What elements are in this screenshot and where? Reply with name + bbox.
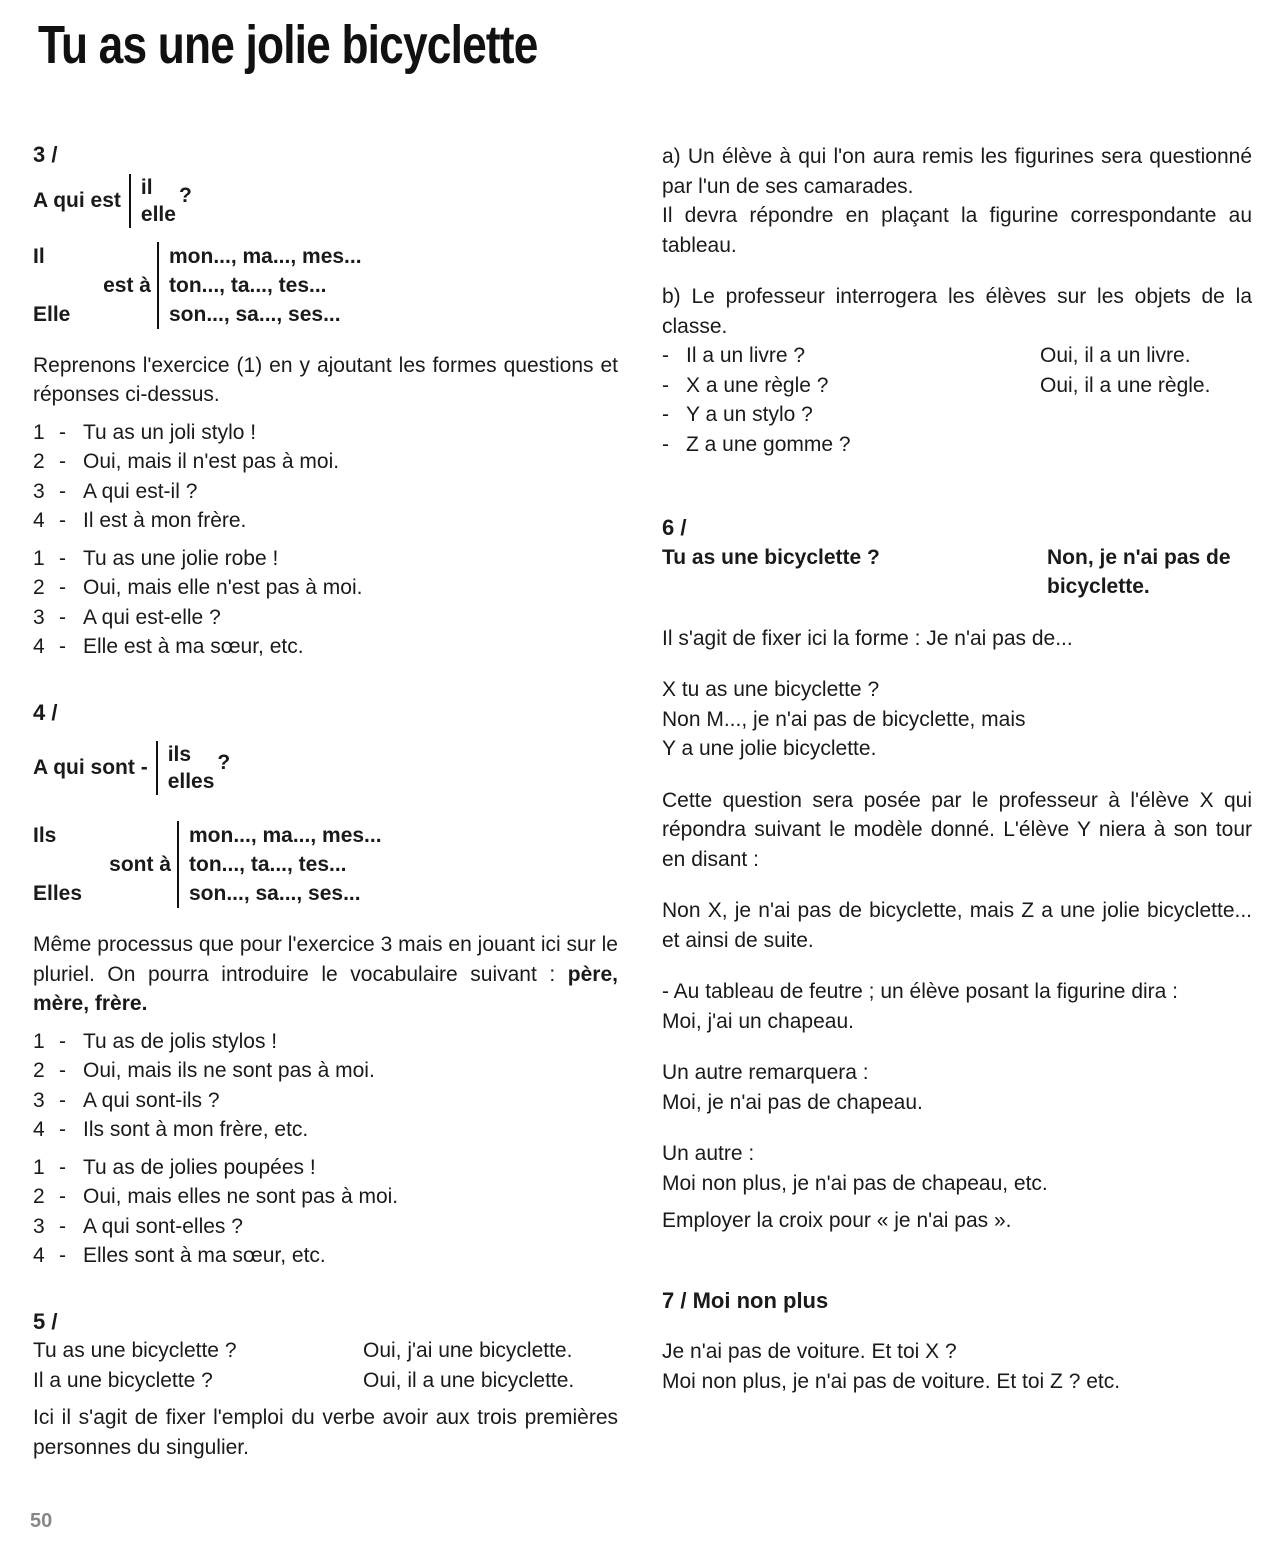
section-7-title: Moi non plus [692,1287,829,1313]
formula-possessive: ton..., ta..., tes... [169,273,327,297]
section-3-number: 3 / [33,142,58,167]
formula-subject: Il [33,244,45,268]
list-item: 2 - Oui, mais il n'est pas à moi. [33,450,340,473]
activity-a: a) Un élève à qui l'on aura remis les figurines sera questionné par l'un de ses camarades. [662,145,1252,198]
list-item: 4 - Il est à mon frère. [33,509,247,532]
list-item: 3 - A qui est-elle ? [33,605,221,629]
formula-possessive: mon..., ma..., mes... [169,244,362,268]
section-5-text: Ici il s'agit de fixer l'emploi du verbe avoir aux trois premières personnes du singulier. [33,1406,618,1459]
page-number: 50 [30,1510,53,1532]
section-4-answer-formula [33,821,618,908]
formula-subject: Ils [33,824,57,847]
formula-lead: A qui sont - [33,756,148,780]
formula-option: elles [167,770,215,793]
formula-possessive: mon..., ma..., mes... [189,824,382,847]
section-6-p3: Cette question sera posée par le professeur à l'élève X qui répondra suivant le modèle donné. L'élève Y niera à son tour en disant : [662,788,1252,871]
list-item: 4 - Elle est à ma sœur, etc. [33,635,304,658]
section-6-number: 6 / [662,515,687,540]
section-6-p6: Un autre remarquera : [662,1061,869,1084]
formula-lead: A qui est [33,188,121,212]
activity-b: b) Le professeur interrogera les élèves sur les objets de la classe. [662,285,1252,338]
list-item: 2 - Oui, mais ils ne sont pas à moi. [33,1059,375,1082]
formula-verb: est à [103,273,151,297]
section-3-answer-formula [33,242,618,329]
list-item: 1 - Tu as une jolie robe ! [33,546,279,570]
section-6-p1: Il s'agit de fixer ici la forme : Je n'ai pas de... [662,626,1073,650]
section-6-answer: Non, je n'ai pas de bicyclette. [1047,545,1231,598]
section-6-header [662,543,1252,602]
section-6-p2-line: Y a une jolie bicyclette. [662,737,877,760]
section-6-p5b: Moi, j'ai un chapeau. [662,1009,854,1033]
section-6-p4: Non X, je n'ai pas de bicyclette, mais Z a une jolie bicyclette... et ainsi de suite. [662,899,1252,952]
section-6-p7b: Moi non plus, je n'ai pas de chapeau, etc. [662,1171,1048,1195]
list-item: 2 - Oui, mais elles ne sont pas à moi. [33,1185,399,1208]
qa-pair: Tu as une bicyclette ? Oui, j'ai une bicyclette. [33,1339,573,1362]
section-3-instruction: Reprenons l'exercice (1) en y ajoutant les formes questions et réponses ci-dessus. [33,353,618,406]
list-item: - X a une règle ? Oui, il a une règle. [662,373,1211,397]
list-item: - Il a un livre ? Oui, il a un livre. [662,344,1191,367]
section-3-list-2 [33,544,618,662]
section-6-p7: Un autre : [662,1142,755,1165]
list-item: 1 - Tu as un joli stylo ! [33,420,257,444]
formula-subject: Elles [33,882,83,905]
section-4-number: 4 / [33,699,58,725]
right-column [662,142,1252,1396]
list-item: 3 - A qui sont-elles ? [33,1214,243,1238]
section-6-p8: Employer la croix pour « je n'ai pas ». [662,1209,1012,1232]
formula-possessive: son..., sa..., ses... [189,882,361,905]
formula-subject: Elle [33,302,71,326]
section-4-list-2 [33,1153,618,1271]
qa-pair: Il a une bicyclette ? Oui, il a une bicyclette. [33,1368,575,1392]
formula-option: il [140,175,153,199]
section-6-p5: - Au tableau de feutre ; un élève posant la figurine dira : [662,980,1179,1003]
formula-option: elle [140,202,176,226]
section-6-p2-line: Non M..., je n'ai pas de bicyclette, mais [662,707,1026,731]
left-column [33,140,618,1462]
formula-possessive: ton..., ta..., tes... [189,853,347,876]
formula-question-mark: ? [217,751,231,775]
list-item: 1 - Tu as de jolies poupées ! [33,1155,316,1179]
section-6-question: Tu as une bicyclette ? [662,545,880,569]
activity-b-list [662,341,1252,459]
formula-verb: sont à [109,853,171,876]
vocabulary-words: père, mère, frère. [33,962,618,1015]
section-3-question-formula [33,174,618,228]
section-7-line: Moi non plus, je n'ai pas de voiture. Et toi Z ? etc. [662,1369,1121,1393]
section-5-number: 5 / [33,1308,58,1334]
list-item: - Y a un stylo ? [662,403,813,426]
list-item: 3 - A qui est-il ? [33,479,198,503]
formula-possessive: son..., sa..., ses... [169,302,341,326]
section-4-list-1 [33,1027,618,1145]
list-item: 1 - Tu as de jolis stylos ! [33,1029,278,1053]
section-6-p2-line: X tu as une bicyclette ? [662,678,880,701]
section-7-line: Je n'ai pas de voiture. Et toi X ? [662,1340,957,1363]
page-title: Tu as une jolie bicyclette [38,15,538,75]
list-item: 2 - Oui, mais elle n'est pas à moi. [33,576,363,599]
list-item: 4 - Ils sont à mon frère, etc. [33,1118,309,1141]
section-6-p6b: Moi, je n'ai pas de chapeau. [662,1090,923,1114]
activity-a-continued: Il devra répondre en plaçant la figurine correspondante au tableau. [662,204,1252,257]
section-3-list-1 [33,418,618,536]
section-7-heading: 7 / Moi non plus [662,1287,829,1313]
formula-option: ils [167,743,192,766]
section-4-question-formula [33,741,618,795]
list-item: 3 - A qui sont-ils ? [33,1088,220,1112]
list-item: - Z a une gomme ? [662,432,851,456]
section-4-instruction: Même processus que pour l'exercice 3 mais en jouant ici sur le pluriel. On pourra introduire le vocabulaire suivant : père, mère, frère. [33,933,618,1015]
list-item: 4 - Elles sont à ma sœur, etc. [33,1244,326,1267]
formula-question-mark: ? [178,183,192,207]
